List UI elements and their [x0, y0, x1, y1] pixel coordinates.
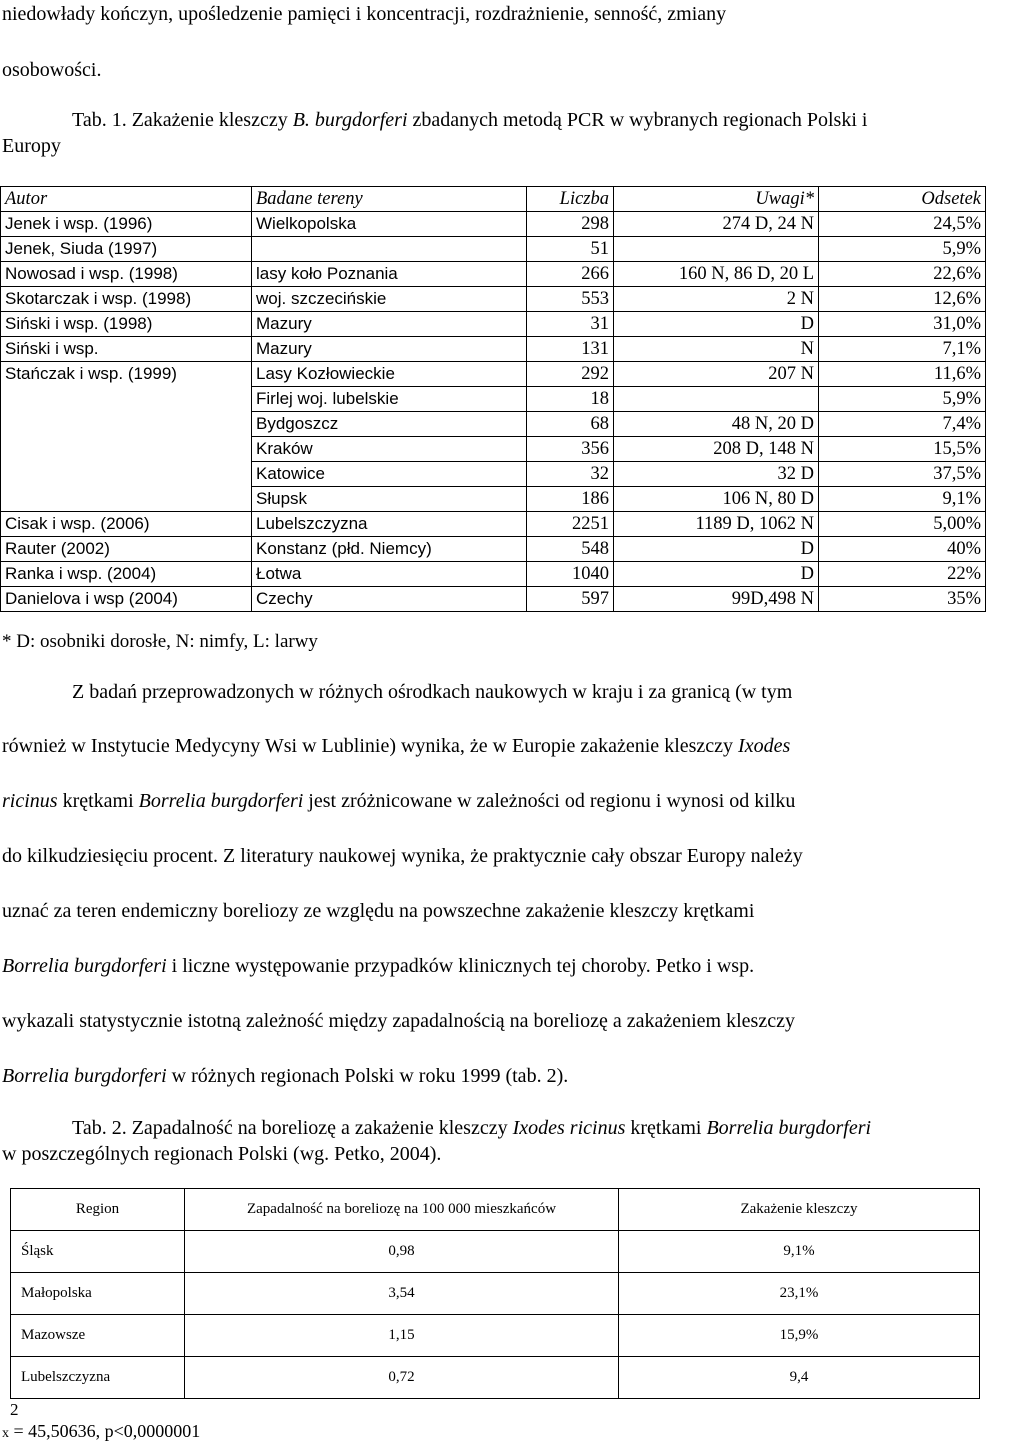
table2-caption [72, 1116, 871, 1140]
table1-caption [72, 108, 867, 132]
table1-cell-percent: 24,5% [819, 212, 986, 237]
table1-cell-count: 2251 [527, 512, 614, 537]
table1-cell-author [1, 412, 252, 437]
table1-cell-count: 51 [527, 237, 614, 262]
table1-cell-area: Bydgoszcz [252, 412, 527, 437]
table2-row [11, 1273, 980, 1315]
table1-cell-area: Mazury [252, 337, 527, 362]
table1-cell-author: Stańczak i wsp. (1999) [1, 362, 252, 387]
table1-row [1, 312, 986, 337]
table1-row [1, 212, 986, 237]
table1-cell-author: Siński i wsp. [1, 337, 252, 362]
table1-header-author: Autor [1, 187, 252, 212]
table2-cell-incidence: 0,98 [185, 1231, 619, 1273]
chi-square-symbol: x [2, 1426, 9, 1441]
paragraph-text: również w Instytucie Medycyny Wsi w Lublinie) wynika, że w Europie zakażenie kleszczy [2, 735, 739, 757]
table1-cell-area: Czechy [252, 587, 527, 612]
table1-cell-notes [614, 387, 819, 412]
paragraph-line-3 [2, 789, 956, 813]
table1-cell-author: Nowosad i wsp. (1998) [1, 262, 252, 287]
table1-cell-count: 1040 [527, 562, 614, 587]
table1-cell-count: 18 [527, 387, 614, 412]
paragraph-italic: Borrelia burgdorferi [138, 790, 304, 812]
table2-cell-region: Śląsk [11, 1231, 185, 1273]
table1-cell-notes: N [614, 337, 819, 362]
table2-cell-incidence: 3,54 [185, 1273, 619, 1315]
table1-cell-author: Siński i wsp. (1998) [1, 312, 252, 337]
table1-row [1, 287, 986, 312]
table1-cell-notes: 99D,498 N [614, 587, 819, 612]
paragraph-line-5: uznać za teren endemiczny boreliozy ze względu na powszechne zakażenie kleszczy krętkami [2, 900, 755, 922]
table1-cell-count: 68 [527, 412, 614, 437]
table2-cell-incidence: 1,15 [185, 1315, 619, 1357]
paragraph-italic: Borrelia burgdorferi [2, 955, 167, 977]
table1-cell-area: Mazury [252, 312, 527, 337]
table1-cell-percent: 40% [819, 537, 986, 562]
table1-cell-area: lasy koło Poznania [252, 262, 527, 287]
table2-body [11, 1189, 980, 1399]
table1-cell-notes [614, 237, 819, 262]
paragraph-text: i liczne występowanie przypadków klinicznych tej choroby. Petko i wsp. [166, 955, 755, 977]
table1-cell-count: 548 [527, 537, 614, 562]
table1-cell-area: Firlej woj. lubelskie [252, 387, 527, 412]
table1-cell-area: Katowice [252, 462, 527, 487]
table1-cell-percent: 22% [819, 562, 986, 587]
table1-row [1, 262, 986, 287]
paragraph-text: jest zróżnicowane w zależności od regionu i wynosi od kilku [303, 790, 796, 812]
table1-cell-percent: 22,6% [819, 262, 986, 287]
table1-header-row [1, 187, 986, 212]
paragraph-text: krętkami [57, 790, 139, 812]
table1-cell-area: Słupsk [252, 487, 527, 512]
table2-caption-text: krętkami [625, 1117, 707, 1139]
table1-header-area: Badane tereny [252, 187, 527, 212]
table2-cell-infection: 15,9% [619, 1315, 980, 1357]
table2-header-row [11, 1189, 980, 1231]
table1-header-notes: Uwagi* [614, 187, 819, 212]
table1-cell-author: Cisak i wsp. (2006) [1, 512, 252, 537]
table1-row [1, 462, 986, 487]
table1-cell-percent: 31,0% [819, 312, 986, 337]
table2-row [11, 1231, 980, 1273]
table1-cell-notes: 32 D [614, 462, 819, 487]
paragraph-line-4: do kilkudziesięciu procent. Z literatury naukowej wynika, że praktycznie cały obszar Europy należy [2, 845, 803, 867]
paragraph-line-1: Z badań przeprowadzonych w różnych ośrodkach naukowych w kraju i za granicą (w tym [72, 681, 793, 703]
table1-cell-count: 553 [527, 287, 614, 312]
table1-row [1, 412, 986, 437]
table1-cell-author: Jenek i wsp. (1996) [1, 212, 252, 237]
table1-cell-count: 356 [527, 437, 614, 462]
table1-row [1, 362, 986, 387]
table2-caption-italic: Ixodes ricinus [512, 1117, 626, 1139]
table1-cell-author [1, 437, 252, 462]
table1-cell-author: Skotarczak i wsp. (1998) [1, 287, 252, 312]
table1-cell-count: 597 [527, 587, 614, 612]
table1-cell-count: 32 [527, 462, 614, 487]
table1-row [1, 337, 986, 362]
table1-row [1, 562, 986, 587]
table1-cell-author: Rauter (2002) [1, 537, 252, 562]
table2-header-infection: Zakażenie kleszczy [619, 1189, 980, 1231]
table1-cell-author [1, 487, 252, 512]
paragraph-italic: Ixodes [738, 735, 791, 757]
table1-caption-species: B. burgdorferi [292, 109, 408, 131]
table1-cell-area: Lubelszczyzna [252, 512, 527, 537]
table1-cell-author: Danielova i wsp (2004) [1, 587, 252, 612]
table1-cell-percent: 7,1% [819, 337, 986, 362]
table1-row [1, 587, 986, 612]
table1-cell-percent: 37,5% [819, 462, 986, 487]
table1-footnote: * D: osobniki dorosłe, N: nimfy, L: larwy [2, 631, 318, 652]
table1-row [1, 387, 986, 412]
table2-cell-region: Mazowsze [11, 1315, 185, 1357]
table1-cell-percent: 35% [819, 587, 986, 612]
table1-cell-area [252, 237, 527, 262]
table1-cell-author: Jenek, Siuda (1997) [1, 237, 252, 262]
chi-square-value: = 45,50636, p<0,0000001 [9, 1421, 201, 1441]
table1-cell-notes: 274 D, 24 N [614, 212, 819, 237]
table1-cell-count: 186 [527, 487, 614, 512]
paragraph-line-2 [2, 734, 956, 758]
table2-cell-region: Lubelszczyzna [11, 1357, 185, 1399]
table1-cell-notes: D [614, 537, 819, 562]
chi-square-exponent: 2 [10, 1400, 19, 1419]
table1-cell-percent: 5,00% [819, 512, 986, 537]
table1-cell-notes: D [614, 312, 819, 337]
table1-row [1, 437, 986, 462]
table1-cell-area: Łotwa [252, 562, 527, 587]
table1-cell-percent: 5,9% [819, 387, 986, 412]
table1-cell-notes: 160 N, 86 D, 20 L [614, 262, 819, 287]
table1-row [1, 512, 986, 537]
table1-caption-suffix: zbadanych metodą PCR w wybranych regionach Polski i [407, 109, 868, 131]
table1-row [1, 537, 986, 562]
table1-cell-notes: 48 N, 20 D [614, 412, 819, 437]
table1-cell-notes: 2 N [614, 287, 819, 312]
table2-caption-line2: w poszczególnych regionach Polski (wg. Petko, 2004). [2, 1143, 442, 1165]
table1-cell-area: woj. szczecińskie [252, 287, 527, 312]
table1-body [1, 212, 986, 612]
table1-cell-percent: 5,9% [819, 237, 986, 262]
intro-line-2: osobowości. [2, 59, 102, 81]
table2-cell-region: Małopolska [11, 1273, 185, 1315]
table1-row [1, 487, 986, 512]
table1-cell-area: Kraków [252, 437, 527, 462]
table1-cell-count: 266 [527, 262, 614, 287]
table1-cell-count: 31 [527, 312, 614, 337]
paragraph-italic: ricinus [2, 790, 58, 812]
table1-cell-area: Wielkopolska [252, 212, 527, 237]
table1-cell-count: 131 [527, 337, 614, 362]
table1-cell-author [1, 462, 252, 487]
paragraph-line-8 [2, 1064, 956, 1088]
table1-cell-count: 298 [527, 212, 614, 237]
table1-header-percent: Odsetek [819, 187, 986, 212]
table1-caption-line2: Europy [2, 135, 61, 157]
table1-cell-area: Konstanz (płd. Niemcy) [252, 537, 527, 562]
table2-cell-incidence: 0,72 [185, 1357, 619, 1399]
table1-cell-percent: 11,6% [819, 362, 986, 387]
table1-cell-notes: 106 N, 80 D [614, 487, 819, 512]
paragraph-italic: Borrelia burgdorferi [2, 1065, 167, 1087]
table2-cell-infection: 9,1% [619, 1231, 980, 1273]
table1-cell-area: Lasy Kozłowieckie [252, 362, 527, 387]
table2-header-incidence: Zapadalność na boreliozę na 100 000 mieszkańców [185, 1189, 619, 1231]
chi-square-result [2, 1420, 200, 1445]
table1-cell-notes: 1189 D, 1062 N [614, 512, 819, 537]
table2-header-region: Region [11, 1189, 185, 1231]
table2-cell-infection: 9,4 [619, 1357, 980, 1399]
table1-cell-author: Ranka i wsp. (2004) [1, 562, 252, 587]
table1-caption-prefix: Tab. 1. Zakażenie kleszczy [72, 109, 293, 131]
paragraph-line-7: wykazali statystycznie istotną zależność między zapadalnością na boreliozę a zakażeniem kleszczy [2, 1010, 795, 1032]
table2-cell-infection: 23,1% [619, 1273, 980, 1315]
table1 [0, 186, 986, 612]
table1-cell-count: 292 [527, 362, 614, 387]
table2-row [11, 1315, 980, 1357]
table1-cell-notes: D [614, 562, 819, 587]
intro-line-1: niedowłady kończyn, upośledzenie pamięci i koncentracji, rozdrażnienie, senność, zmiany [2, 3, 727, 25]
table1-cell-notes: 208 D, 148 N [614, 437, 819, 462]
table1-cell-notes: 207 N [614, 362, 819, 387]
table1-cell-percent: 9,1% [819, 487, 986, 512]
table1-cell-author [1, 387, 252, 412]
table1-header-count: Liczba [527, 187, 614, 212]
table1-cell-percent: 15,5% [819, 437, 986, 462]
table2-caption-italic: Borrelia burgdorferi [706, 1117, 872, 1139]
table2 [10, 1188, 980, 1399]
table1-row [1, 237, 986, 262]
paragraph-text: w różnych regionach Polski w roku 1999 (tab. 2). [166, 1065, 569, 1087]
table1-cell-percent: 12,6% [819, 287, 986, 312]
table2-caption-text: Tab. 2. Zapadalność na boreliozę a zakażenie kleszczy [72, 1117, 513, 1139]
table1-cell-percent: 7,4% [819, 412, 986, 437]
paragraph-line-6 [2, 954, 956, 978]
table2-row [11, 1357, 980, 1399]
